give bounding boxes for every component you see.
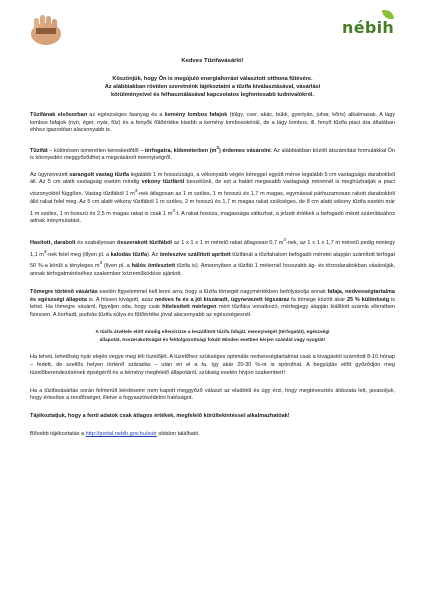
intro-line: körülményeivel és felhasználásával kapcsolatos legfontosabb tudnivalókról. <box>111 91 314 98</box>
hand-photo-illustration <box>26 12 66 46</box>
letter-body <box>30 50 395 447</box>
eutr-portal-link[interactable]: http://portal.nebih.gov.hu/eutr <box>85 431 157 437</box>
hand-with-wood-photo <box>26 12 66 46</box>
notice-block <box>38 328 387 343</box>
greeting: Kedves Tűzifavásárló! <box>181 58 244 64</box>
paragraph-disclaimer: Tájékoztatjuk, hogy a fenti adatok csak átlagos értékek, megfelelő körültekintéssel alkalmazhatóak! <box>30 413 290 420</box>
paragraph-stacked-wood: Az úgynevezett sarangolt vastag tűzifa legalább 1 m hosszúságú, a vékonyabb végén kéreggel együtt mérve legalább 5 cm vastagságú darabokból áll. Az 5 cm alatti vastagság esetén mindig vékony tűzifáról beszélünk, de ezt a határt megasabb vastagsági méretnél is meghúzhatják a piaci viszonyoktól függően. Vastag tűzifából 1 $m^3$-nek átlagosan az 1 m széles, 1 m hosszú és 1,7 m magas, egymással párhuzamosan rakott darabokból álló rakat felel meg. Az 5 cm alatti vékony tűzifából 1 m széles, 2 m hosszú és 1,7 m magas rakat szükséges, de 8 cm alatti vékony tűzifa esetén már 1 m széles, 1 m hosszú és 2,5 m magas rakat is csak 1 $m^3-t$. A rakat hossza, magassága változhat, a jelzett értékek a befogadó mérét számításához adnak iránymutatást. <box>30 171 395 225</box>
intro-block <box>30 75 395 99</box>
paragraph-timing: Ha teheti, lehetőség nyár elején vegye meg téli tüzelőjét. A tüzelőhez szükséges optimális nedvességtartalmat csak a kivágástól számított 8-10 hónap – fedett, de szellős helyen történő száradás – után éri el a fa, így akár 20-30 %-ot is spórolhat. A begyújtás előtt győződjön meg tüzelőberendezésének épségéről és a kémény megfelelő állapotáról, szükség esetén hívjon szakembert! <box>30 354 395 376</box>
intro-line: Az alábbiakban röviden szeretnénk tájékoztatni a tűzifa kiválasztásával, vásárlási <box>104 83 321 90</box>
paragraph-split-wood: Hasított, darabolt és szabályosan összerakott tűzifából az 1 x 1 x 1 m méretű rakat átlagosan 0,7 $m^3$-nek, az 1 x 1 x 1,7 m méretű pedig mintegy 1,1 $m^3$-nek felel meg (illyen pl. a kalodás tűzifa). Az ömlesztve szállított aprított tűzifánál a tűzifahalom befogadó méretei alapján számított térfogat 50 %-a körüli a tényleges $m^3$ (ilyen pl. a hálós ömlesztett tűzifa is). Amennyiben a tűzifát 1 méternél hosszabb ág- és törzsdarabokban vásárolják, annak térfogatméréséhez szakember közreműködése ajánlott. <box>30 237 396 277</box>
paragraph-weight-purchase: Tömegre történő vásárlás esetén figyelemmel kell lenni arra, hogy a tűzifa tömegét nagymértékben befolyásolja annak fafaja, nedvességtartalma és egészségi állapota is. A frissen kivágott, azaz nedves fa és a jól kiszáradt, úgynevezett légszáraz fa tömege között akár 25 % különbség is lehet. Ha tömegre vásárol, figyeljen oda, hogy csak hitelesített mérlegen mért tűzifára vonatkozó, mérlegjegy alapján kiállított számla ellenében fizessen. A korhadt, pudvás tűzifa súlya és fűtőértéke jóval alacsonyabb az egészségesnél. <box>30 288 396 319</box>
paragraph-complaints: Ha a tűzifavásárlás során felmerült kérdéseire nem kapott meggyőző választ az eladótól és úgy érzi, hogy megtévesztés áldozata lett, javasoljuk, hogy értesítse a rendőrséget, illetve a fogyasztóvédelmi hatóságot. <box>30 387 395 402</box>
paragraph-more-info: Bővebb tájékoztatás a http://portal.nebih.gov.hu/eutr oldalon található. <box>30 431 200 437</box>
paragraph-volume-purchase: Tűzifát – különösen ismeretlen kereskedőtől – térfogatra, köbméterben $(m^3)$ érdemes vásárolni. Az alábbiakban közölt átszámítási formulákkal Ön is könnyedén meggyőződhet a megvásárolt mennyiségről. <box>30 144 395 162</box>
paragraph-wood-types: Tűzifának elsősorban az egészséges faanyag és a kemény lombos fafajok (tölgy, cser, akác, bükk, gyertyán, juhar, kőris) alkalmasak. A lágy lombos fafajok (nyír, éger, nyár, fűz) és a fenyők fűtőértéke kisebb a kemény lombosokénál, de a lágy lombos, ill. fenyő tűzifa piaci ára általában ehhez igazodóan alacsonyabb is. <box>30 111 395 134</box>
intro-line: Köszönjük, hogy Ön is megújuló energiaforrást választott otthona fűtésére. <box>112 75 313 82</box>
notice-line: állapotát, összerakottságát és feldolgozottsági fokát! Minden esetben kérjen számlát vagy nyugtát! <box>99 336 326 342</box>
notice-line: A tűzifa átvétele előtt mindig ellenőrizze a leszállított tűzifa fafaját, mennyiségét (térfogatát), egészségi <box>95 329 330 335</box>
nebih-logo <box>342 10 406 40</box>
logo-text: nébih <box>342 18 395 37</box>
